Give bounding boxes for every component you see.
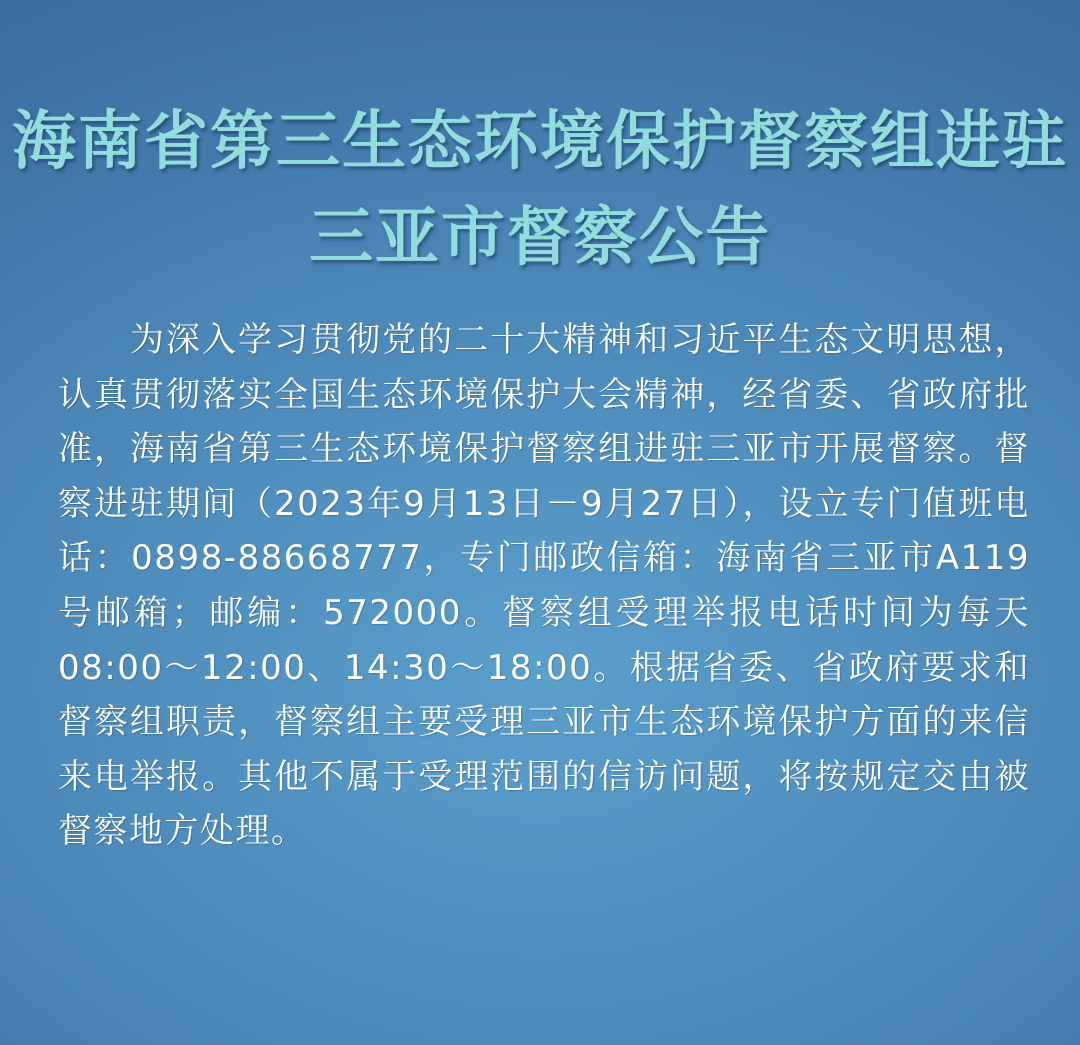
notice-title-line-2: 三亚市督察公告 xyxy=(309,201,771,275)
notice-title-line-1: 海南省第三生态环境保护督察组进驻 xyxy=(12,105,1068,179)
notice-body-paragraph: 为深入学习贯彻党的二十大精神和习近平生态文明思想，认真贯彻落实全国生态环境保护大会精神，经省委、省政府批准，海南省第三生态环境保护督察组进驻三亚市开展督察。督察进驻期间（2023年9月13日－9月27日），设立专门值班电话：0898-88668777，专门邮政信箱：海南省三亚市A119号邮箱；邮编：572000。督察组受理举报电话时间为每天08:00～12:00、14:30～18:00。根据省委、省政府要求和督察组职责，督察组主要受理三亚市生态环境保护方面的来信来电举报。其他不属于受理范围的信访问题，将按规定交由被督察地方处理。 xyxy=(58,320,1030,852)
